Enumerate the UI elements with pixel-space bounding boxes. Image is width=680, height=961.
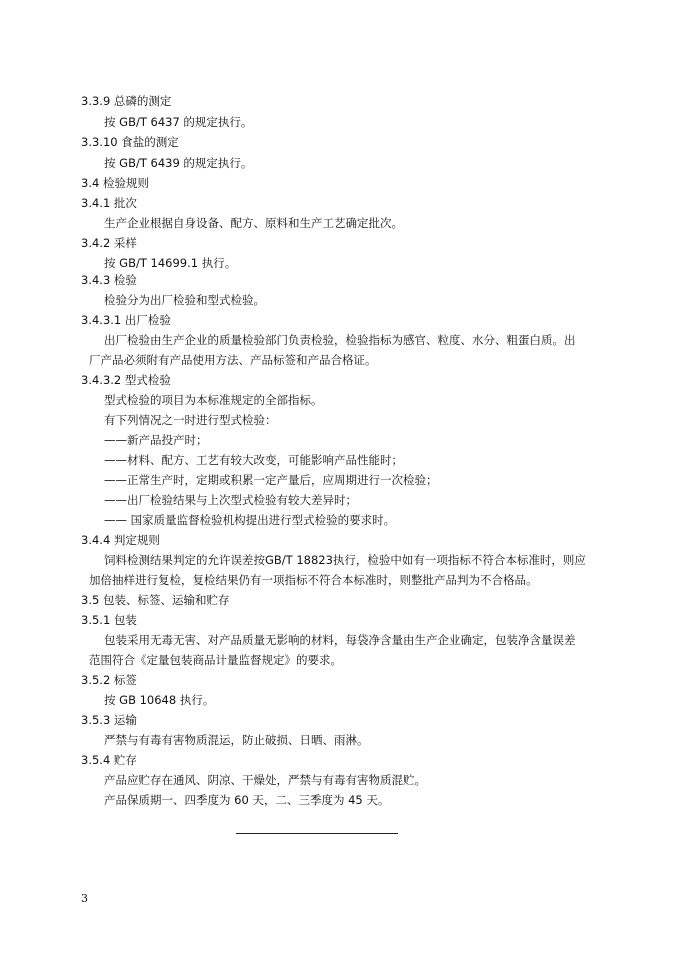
paragraph: 检验分为出厂检验和型式检验。: [104, 293, 265, 307]
end-rule: [236, 833, 398, 834]
paragraph-continuation: 加倍抽样进行复检，复检结果仍有一项指标不符合本标准时，则整批产品判为不合格品。: [89, 573, 538, 587]
list-item: ——出厂检验结果与上次型式检验有较大差异时；: [104, 493, 357, 507]
paragraph: 按 GB/T 14699.1 执行。: [104, 256, 237, 270]
list-item: ——材料、配方、工艺有较大改变，可能影响产品性能时；: [104, 453, 403, 467]
paragraph: 包装采用无毒无害、对产品质量无影响的材料，每袋净含量由生产企业确定，包装净含量误差: [104, 633, 576, 647]
heading-3-3-9: 3.3.9 总磷的测定: [81, 94, 172, 108]
heading-3-5-4: 3.5.4 贮存: [81, 753, 137, 767]
paragraph: 型式检验的项目为本标准规定的全部指标。: [104, 393, 323, 407]
heading-3-4-1: 3.4.1 批次: [81, 196, 137, 210]
heading-3-4-4: 3.4.4 判定规则: [81, 533, 160, 547]
list-item: ——新产品投产时；: [104, 433, 208, 447]
paragraph-continuation: 范围符合《定量包装商品计量监督规定》的要求。: [89, 653, 342, 667]
heading-3-5-1: 3.5.1 包装: [81, 613, 137, 627]
list-item: —— 国家质量监督检验机构提出进行型式检验的要求时。: [104, 513, 396, 527]
heading-3-5: 3.5 包装、标签、运输和贮存: [81, 593, 230, 607]
paragraph: 严禁与有毒有害物质混运，防止破损、日晒、雨淋。: [104, 733, 369, 747]
paragraph: 按 GB/T 6437 的规定执行。: [104, 115, 253, 129]
heading-3-3-10: 3.3.10 食盐的测定: [81, 135, 179, 149]
heading-3-4-2: 3.4.2 采样: [81, 236, 137, 250]
page-number: 3: [81, 892, 88, 905]
heading-3-4: 3.4 检验规则: [81, 176, 149, 190]
heading-3-5-2: 3.5.2 标签: [81, 673, 137, 687]
heading-3-5-3: 3.5.3 运输: [81, 713, 137, 727]
list-item: ——正常生产时，定期或积累一定产量后，应周期进行一次检验；: [104, 473, 438, 487]
paragraph: 按 GB/T 6439 的规定执行。: [104, 156, 253, 170]
paragraph: 出厂检验由生产企业的质量检验部门负责检验，检验指标为感官、粒度、水分、粗蛋白质。出: [104, 333, 576, 347]
paragraph: 生产企业根据自身设备、配方、原料和生产工艺确定批次。: [104, 216, 403, 230]
heading-3-4-3: 3.4.3 检验: [81, 273, 137, 287]
paragraph: 产品保质期一、四季度为 60 天，二、三季度为 45 天。: [104, 793, 390, 807]
heading-3-4-3-2: 3.4.3.2 型式检验: [81, 373, 171, 387]
paragraph: 饲料检测结果判定的允许误差按GB/T 18823执行，检验中如有一项指标不符合本标准时，则应: [104, 553, 586, 567]
paragraph: 有下列情况之一时进行型式检验：: [104, 413, 277, 427]
paragraph-continuation: 厂产品必须附有产品使用方法、产品标签和产品合格证。: [89, 353, 377, 367]
heading-3-4-3-1: 3.4.3.1 出厂检验: [81, 313, 171, 327]
paragraph: 产品应贮存在通风、阴凉、干燥处，严禁与有毒有害物质混贮。: [104, 773, 426, 787]
paragraph: 按 GB 10648 执行。: [104, 693, 215, 707]
